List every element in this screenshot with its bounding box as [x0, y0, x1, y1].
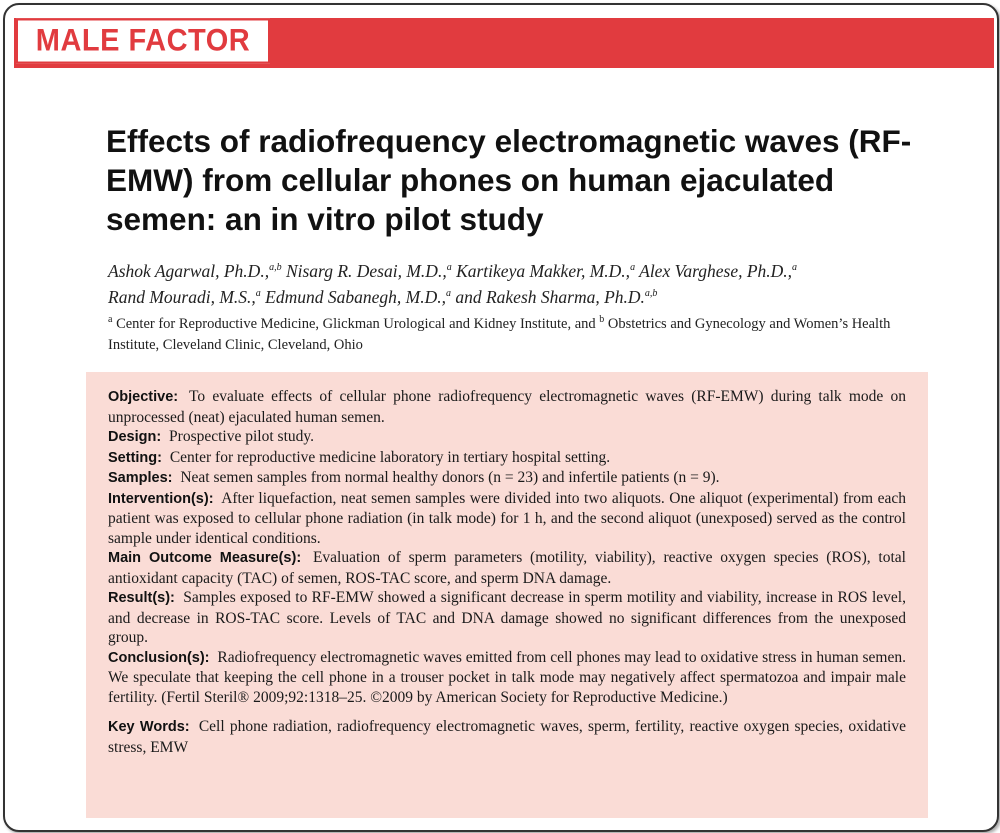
abstract-box	[86, 372, 928, 818]
abstract-text: Radiofrequency electromagnetic waves emitted from cell phones may lead to oxidative stress in human semen. We speculate that keeping the cell phone in a trouser pocket in talk mode may negatively affect spermatozoa and impair male fertility. (Fertil Steril® 2009;92:1318–25. ©2009 by American Society for Reproductive Medicine.)	[108, 648, 906, 706]
author-affil-mark: a	[630, 262, 636, 274]
abstract-label: Setting:	[108, 449, 162, 466]
author-affil-mark: a,b	[269, 262, 282, 274]
abstract-text: Center for reproductive medicine laboratory in tertiary hospital setting.	[169, 448, 611, 466]
affil-mark-a: a	[108, 314, 113, 326]
author-name: Alex Varghese, Ph.D.,	[639, 261, 793, 281]
abstract-label: Design:	[108, 429, 162, 445]
abstract-text: Prospective pilot study.	[169, 428, 314, 445]
abstract-objective	[108, 387, 906, 427]
abstract-label: Key Words:	[108, 719, 190, 735]
abstract-outcome	[108, 548, 906, 588]
author-affil-mark: a	[445, 288, 451, 300]
article-title: Effects of radiofrequency electromagnetic waves (RF-EMW) from cellular phones on human ejaculated semen: an in vitro pilot study	[106, 123, 912, 237]
abstract-label: Intervention(s):	[108, 490, 214, 507]
author-affil-mark: a,b	[644, 288, 658, 300]
author-affil-mark: a	[792, 262, 798, 274]
affil-b-text: Obstetrics and Gynecology and Women’s Health Institute, Cleveland Clinic, Cleveland, Ohio	[108, 316, 891, 353]
affil-mark-b: b	[599, 314, 605, 326]
author-name: Edmund Sabanegh, M.D.,	[265, 287, 446, 307]
abstract-setting	[108, 448, 906, 469]
abstract-label: Result(s):	[108, 590, 175, 606]
author-name: Kartikeya Makker, M.D.,	[456, 261, 631, 281]
abstract-label: Main Outcome Measure(s):	[108, 550, 302, 566]
abstract-results	[108, 588, 906, 648]
abstract-text: Samples exposed to RF-EMW showed a significant decrease in sperm motility and viability, increase in ROS level, and decrease in ROS-TAC score. Levels of TAC and DNA damage showed no significant differences from the unexposed group.	[108, 589, 906, 646]
abstract-text: Cell phone radiation, radiofrequency electromagnetic waves, sperm, fertility, reactive oxygen species, oxidative stress, EMW	[108, 718, 906, 756]
author-name: Nisarg R. Desai, M.D.,	[285, 261, 447, 281]
author-name: Rand Mouradi, M.S.,	[108, 287, 256, 307]
affil-a-text: Center for Reproductive Medicine, Glickman Urological and Kidney Institute, and	[116, 316, 596, 332]
abstract-intervention	[108, 489, 906, 549]
abstract-design	[108, 427, 906, 448]
section-label: MALE FACTOR	[16, 18, 270, 63]
author-affil-mark: a	[255, 288, 261, 300]
abstract-label: Conclusion(s):	[108, 649, 210, 666]
abstract-text: Evaluation of sperm parameters (motility, viability), reactive oxygen species (ROS), total antioxidant capacity (TAC) of semen, ROS-TAC score, and sperm DNA damage.	[108, 549, 906, 587]
abstract-conclusion	[108, 648, 906, 708]
author-affil-mark: a	[446, 262, 452, 274]
abstract-text: Neat semen samples from normal healthy donors (n = 23) and infertile patients (n = 9).	[180, 469, 720, 486]
abstract-label: Samples:	[108, 470, 173, 486]
abstract-text: After liquefaction, neat semen samples were divided into two aliquots. One aliquot (experimental) from each patient was exposed to cellular phone radiation (in talk mode) for 1 h, and the second aliquot (unexposed) served as the control sample under identical conditions.	[108, 489, 906, 547]
abstract-text: To evaluate effects of cellular phone radiofrequency electromagnetic waves (RF-EMW) during talk mode on unprocessed (neat) ejaculated human semen.	[108, 388, 906, 426]
section-banner	[14, 18, 994, 68]
abstract-label: Objective:	[108, 389, 179, 405]
affiliations	[108, 314, 928, 356]
author-list	[108, 258, 928, 310]
abstract-samples	[108, 468, 906, 489]
abstract-keywords	[108, 717, 906, 757]
author-name: Ashok Agarwal, Ph.D.,	[108, 261, 270, 281]
author-name: and Rakesh Sharma, Ph.D.	[455, 287, 645, 307]
